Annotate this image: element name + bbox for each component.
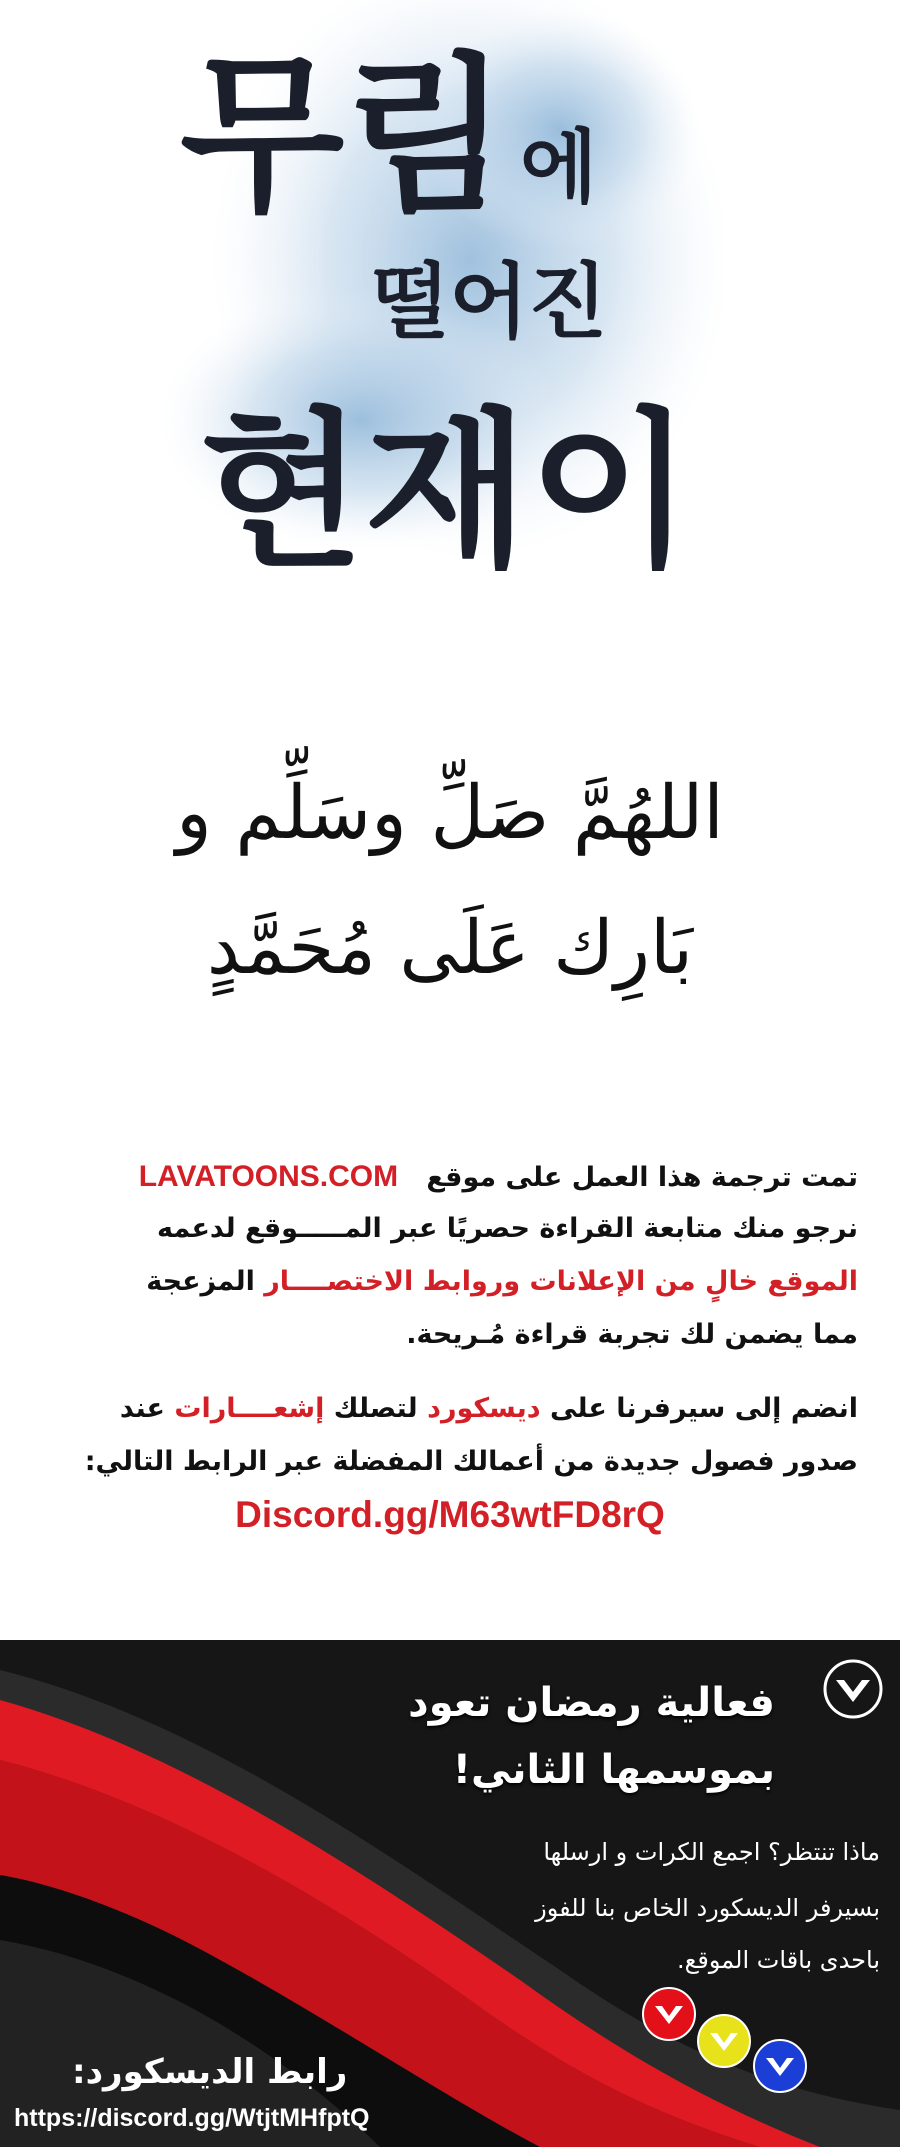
discord-promo-line-2: صدور فصول جديدة من أعمالك المفضلة عبر الرابط التالي: — [84, 1446, 858, 1477]
notice-line-4: مما يضمن لك تجربة قراءة مُـريحة. — [406, 1319, 858, 1350]
red-orb-icon — [641, 1986, 697, 2042]
banner-body-3: باحدى باقات الموقع. — [677, 1946, 880, 1974]
banner-title-2: بموسمها الثاني! — [452, 1747, 775, 1793]
notice-line-3-highlight: الموقع خالٍ من الإعلانات وروابط الاختصــــار — [264, 1266, 858, 1297]
title-artwork — [0, 0, 900, 700]
notifications-word: إشعــــارات — [174, 1393, 325, 1424]
banner-discord-link[interactable]: https://discord.gg/WtjtMHfptQ — [14, 2104, 370, 2132]
notice-line-3-text: المزعجة — [146, 1266, 255, 1297]
discord-invite-link[interactable]: Discord.gg/M63wtFD8rQ — [235, 1494, 665, 1535]
blue-orb-icon — [752, 2038, 808, 2094]
title-artwork-svg — [0, 0, 900, 700]
title-line1: 무림 — [180, 36, 509, 236]
banner-title-1: فعالية رمضان تعود — [408, 1680, 775, 1726]
title-line2: 떨어진 — [370, 254, 608, 350]
discord-word: ديسكورد — [427, 1393, 541, 1424]
calligraphy-line-1: اللهُمَّ صَلِّ وسَلِّم و — [176, 770, 724, 856]
notice-line-1-text: تمت ترجمة هذا العمل على موقع — [426, 1162, 858, 1193]
discord-promo-line-1 — [120, 1393, 858, 1424]
site-logo-icon — [822, 1658, 884, 1720]
discord-promo-text-c: عند — [119, 1393, 165, 1424]
banner-body-1: ماذا تنتظر؟ اجمع الكرات و ارسلها — [543, 1838, 880, 1866]
notice-line-3 — [146, 1266, 858, 1297]
discord-promo-text-b: لتصلك — [333, 1393, 418, 1424]
yellow-orb-icon — [696, 2013, 752, 2069]
banner-body-2: بسيرفر الديسكورد الخاص بنا للفوز — [535, 1894, 880, 1922]
title-line3: 현재이 — [200, 391, 693, 591]
discord-promo-text-a: انضم إلى سيرفرنا على — [550, 1393, 858, 1424]
calligraphy-line-2: بَارِك عَلَى مُحَمَّدٍ — [206, 905, 694, 991]
notice-line-2: نرجو منك متابعة القراءة حصريًا عبر المـــــوقع لدعمه — [157, 1213, 858, 1244]
notice-line-1 — [139, 1160, 858, 1194]
title-line1-small: 에 — [520, 120, 598, 214]
ramadan-event-banner — [0, 1640, 900, 2147]
banner-discord-label: رابط الديسكورد: — [72, 2052, 348, 2092]
site-brand-link[interactable]: LAVATOONS.COM — [138, 1160, 399, 1193]
